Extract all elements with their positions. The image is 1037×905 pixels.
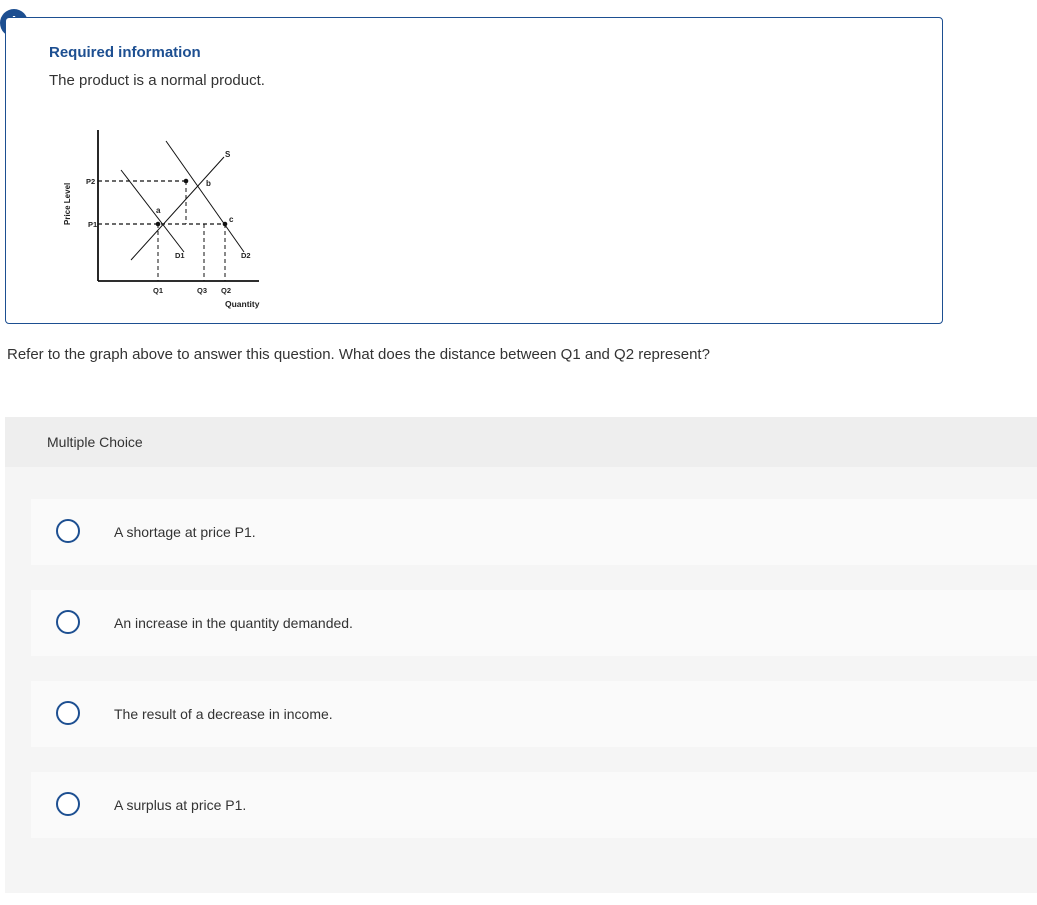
- question-text: Refer to the graph above to answer this question. What does the distance between Q1 and Q2 represent?: [7, 346, 710, 363]
- choice-option[interactable]: [31, 499, 1037, 565]
- choice-option[interactable]: [31, 772, 1037, 838]
- multiple-choice-label: Multiple Choice: [47, 434, 143, 450]
- info-title: Required information: [49, 44, 201, 61]
- choice-option-text: A surplus at price P1.: [114, 797, 247, 813]
- y-axis-label: Price Level: [63, 182, 72, 225]
- point-c-label: c: [229, 215, 234, 224]
- demand-d1-curve: [121, 170, 184, 252]
- demand-d2-curve: [166, 141, 244, 252]
- radio-button[interactable]: [56, 792, 80, 816]
- point-a-label: a: [156, 206, 161, 215]
- point-a-dot: [156, 222, 161, 227]
- p2-label: P2: [86, 177, 96, 186]
- choice-option-text: A shortage at price P1.: [114, 524, 256, 540]
- q2-label: Q2: [221, 286, 232, 295]
- multiple-choice-header: [5, 417, 1037, 467]
- choice-option[interactable]: [31, 681, 1037, 747]
- choice-option[interactable]: [31, 590, 1037, 656]
- supply-label: S: [225, 150, 231, 159]
- radio-button[interactable]: [56, 610, 80, 634]
- point-b-label: b: [206, 179, 211, 188]
- point-c-dot: [223, 222, 228, 227]
- demand-d2-label: D2: [241, 251, 251, 260]
- p1-label: P1: [88, 220, 98, 229]
- x-axis-label: Quantity: [225, 299, 260, 309]
- choice-option-text: The result of a decrease in income.: [114, 706, 333, 722]
- info-text: The product is a normal product.: [49, 72, 265, 89]
- q1-label: Q1: [153, 286, 164, 295]
- choice-option-text: An increase in the quantity demanded.: [114, 615, 353, 631]
- demand-d1-label: D1: [175, 251, 185, 260]
- supply-demand-graph: [59, 120, 279, 310]
- supply-curve: [131, 157, 224, 260]
- required-information-box: [5, 17, 943, 324]
- radio-button[interactable]: [56, 519, 80, 543]
- point-b-dot: [184, 179, 189, 184]
- multiple-choice-panel: [5, 417, 1037, 893]
- radio-button[interactable]: [56, 701, 80, 725]
- q3-label: Q3: [197, 286, 208, 295]
